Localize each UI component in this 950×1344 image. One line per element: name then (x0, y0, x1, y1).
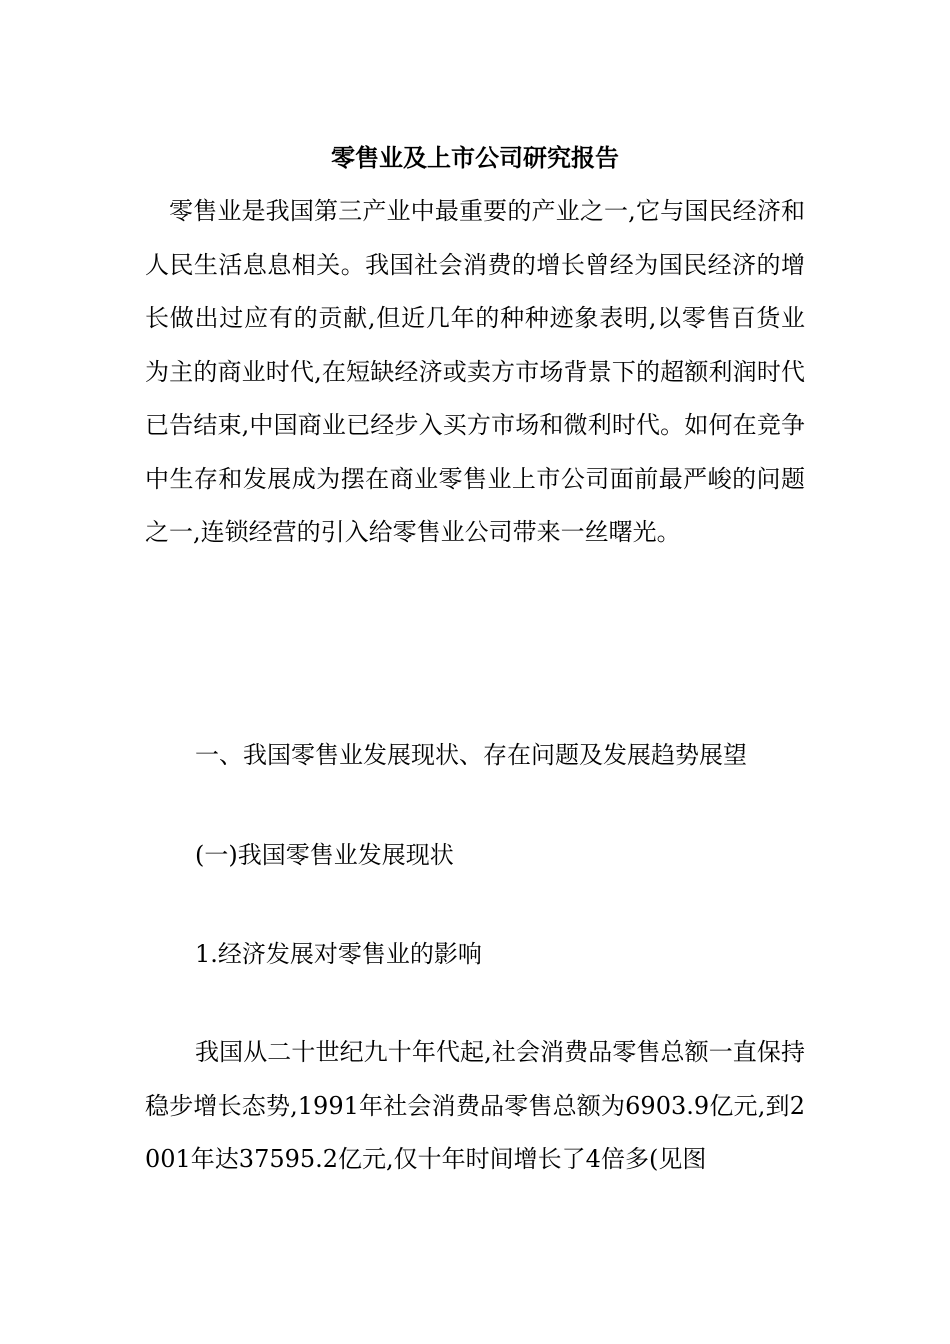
section-heading: 一、我国零售业发展现状、存在问题及发展趋势展望 (195, 741, 747, 769)
subsection-heading: (一)我国零售业发展现状 (195, 841, 454, 869)
subsubsection-heading: 1.经济发展对零售业的影响 (195, 940, 482, 968)
document-title: 零售业及上市公司研究报告 (331, 143, 619, 172)
intro-paragraph: 零售业是我国第三产业中最重要的产业之一,它与国民经济和人民生活息息相关。我国社会消费的增长曾经为国民经济的增长做出过应有的贡献,但近几年的种种迹象表明,以零售百货业为主的商业时代,在短缺经济或卖方市场背景下的超额利润时代已告结束,中国商业已经步入买方市场和微利时代。如何在竞争中生存和发展成为摆在商业零售业上市公司面前最严峻的问题之一,连锁经营的引入给零售业公司带来一丝曙光。 (145, 197, 805, 546)
body-paragraph: 我国从二十世纪九十年代起,社会消费品零售总额一直保持稳步增长态势,1991年社会消费品零售总额为6903.9亿元,到2001年达37595.2亿元,仅十年时间增长了4倍多(见图 (145, 1038, 805, 1173)
